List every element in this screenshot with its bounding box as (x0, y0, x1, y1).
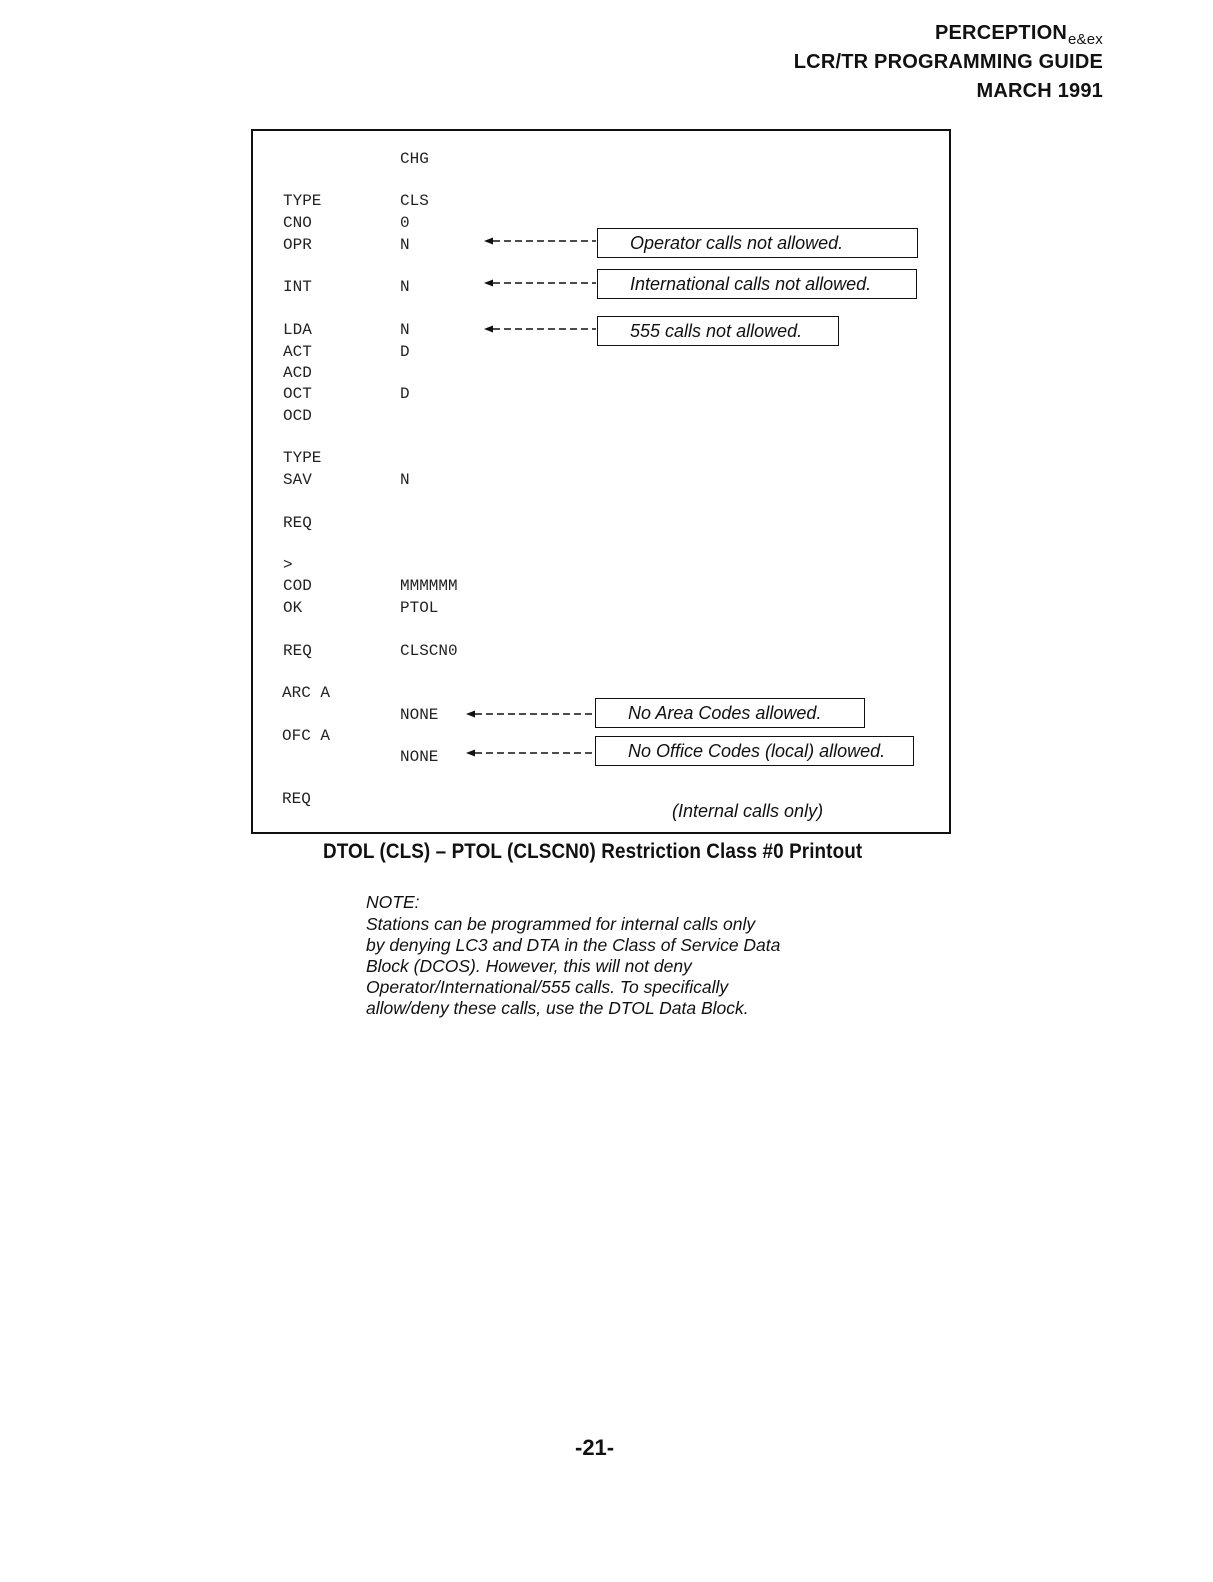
arrow-left-icon (484, 278, 598, 288)
printout-value: CLSCN0 (400, 642, 458, 660)
header-brand: $PERCEPTION_{e\&ex}$ (934, 22, 1103, 48)
printout-value: NONE (400, 706, 439, 724)
printout-key: REQ (282, 790, 311, 808)
note-line: allow/deny these calls, use the DTOL Data Block. (366, 998, 749, 1018)
figure-title: DTOL (CLS) – PTOL (CLSCN0) Restriction Class #0 Printout (323, 840, 863, 863)
note-label: NOTE: (366, 892, 420, 912)
printout-key: SAV (283, 471, 312, 489)
arrow-left-icon (466, 748, 596, 758)
printout-key: ACD (283, 364, 312, 382)
printout-key: LDA (283, 321, 312, 339)
note-line: Block (DCOS). However, this will not deny (366, 956, 692, 976)
callout-operator: Operator calls not allowed. (597, 228, 918, 258)
printout-key: OFC A (282, 727, 331, 745)
printout-value: N (400, 321, 410, 339)
printout-value: CLS (400, 192, 429, 210)
printout-value: CHG (400, 150, 429, 168)
printout-key: ARC A (282, 684, 331, 702)
printout-value: D (400, 343, 410, 361)
note-line: Stations can be programmed for internal calls only (366, 914, 756, 934)
printout-value: N (400, 278, 410, 296)
printout-key: OPR (283, 236, 312, 254)
callout-area-codes: No Area Codes allowed. (595, 698, 865, 728)
callout-office-codes: No Office Codes (local) allowed. (595, 736, 914, 766)
page-number: -21- (575, 1435, 615, 1460)
callout-international: International calls not allowed. (597, 269, 917, 299)
note-line: Operator/International/555 calls. To specifically (366, 977, 729, 997)
document-header (794, 22, 1103, 103)
header-date: MARCH 1991 (976, 80, 1103, 102)
printout-value: NONE (400, 748, 439, 766)
note-block (366, 892, 780, 1019)
header-guide-title: LCR/TR PROGRAMMING GUIDE (793, 51, 1103, 73)
printout-caption: (Internal calls only) (672, 801, 824, 821)
arrow-left-icon (466, 709, 596, 719)
printout-key: OK (283, 599, 303, 617)
printout-value: N (400, 471, 410, 489)
header-brand-sub: e&ex (1068, 31, 1103, 48)
printout-key: ACT (283, 343, 312, 361)
printout-key: REQ (283, 514, 312, 532)
printout-value: D (400, 385, 410, 403)
printout-key: COD (283, 577, 312, 595)
arrow-left-icon (484, 236, 598, 246)
printout-value: N (400, 236, 410, 254)
note-line: by denying LC3 and DTA in the Class of Service Data (366, 935, 781, 955)
arrow-left-icon (484, 324, 598, 334)
printout-key: CNO (283, 214, 312, 232)
printout-value: 0 (400, 214, 410, 232)
printout-value: MMMMMM (400, 577, 458, 595)
printout-value: PTOL (400, 599, 439, 617)
printout-key: INT (283, 278, 312, 296)
printout-key: TYPE (283, 449, 322, 467)
printout-key: TYPE (283, 192, 322, 210)
printout-key: OCT (283, 385, 312, 403)
callout-555: 555 calls not allowed. (597, 316, 839, 346)
printout-prompt: > (283, 556, 293, 574)
printout-key: OCD (283, 407, 312, 425)
printout-key: REQ (283, 642, 312, 660)
